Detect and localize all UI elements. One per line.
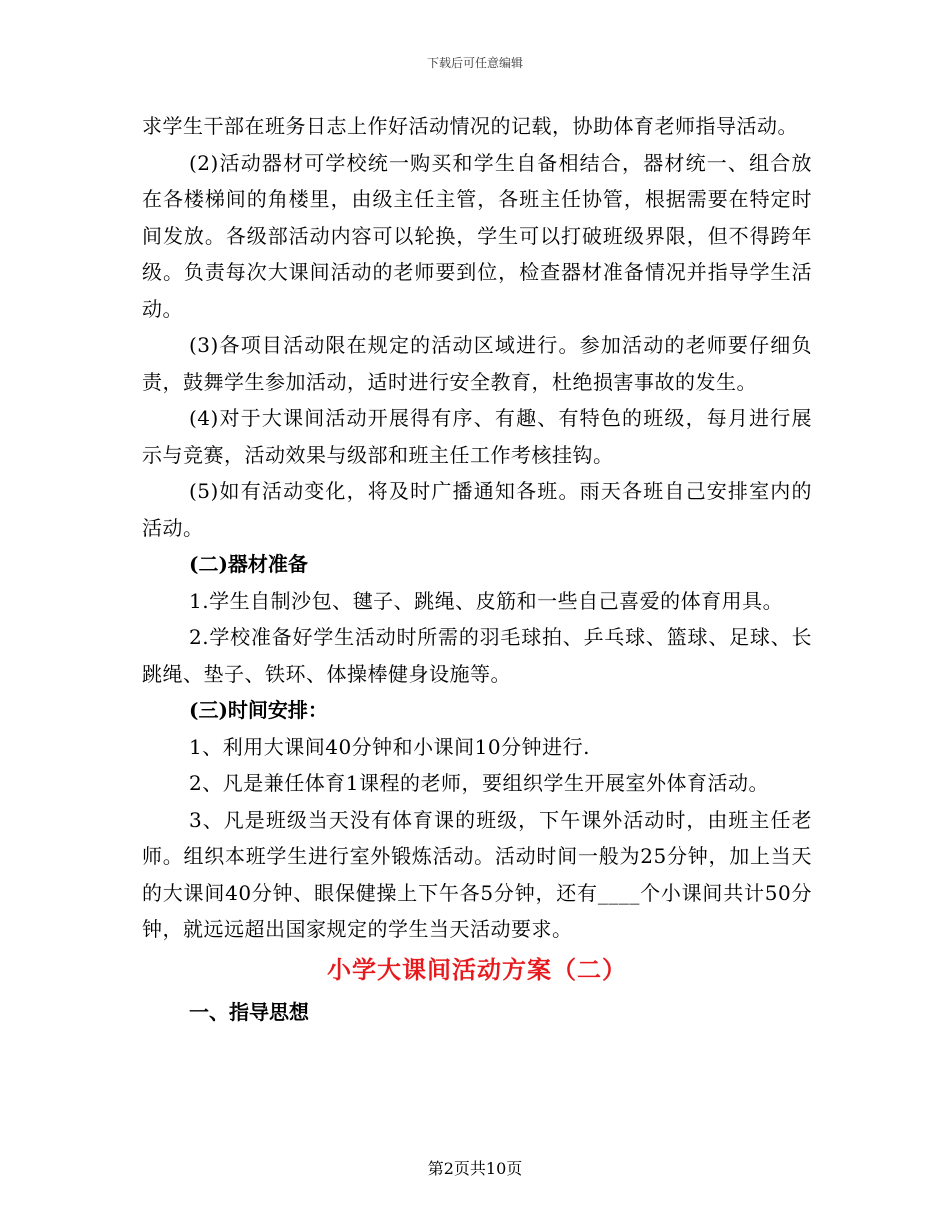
- schedule-item-2: 2、凡是兼任体育1课程的老师，要组织学生开展室外体育活动。: [189, 771, 769, 795]
- equipment-item-1: 1.学生自制沙包、毽子、跳绳、皮筋和一些自己喜爱的体育用具。: [189, 588, 784, 613]
- paragraph-item-2: (2)活动器材可学校统一购买和学生自备相结合，器材统一、组合放在各楼梯间的角楼里，由级主任主管，各班主任协管，根据需要在特定时间发放。各级部活动内容可以轮换，学生可以打破班级界限，但不得跨年级。负责每次大课间活动的老师要到位，检查器材准备情况并指导学生活动。: [142, 150, 812, 321]
- schedule-item-3: 3、凡是班级当天没有体育课的班级，下午课外活动时，由班主任老师。组织本班学生进行室外锻炼活动。活动时间一般为25分钟，加上当天的大课间40分钟、眼保健操上下午各5分钟，还有____个小课间共计50分钟，就远远超出国家规定的学生当天活动要求。: [142, 807, 812, 941]
- page-footer: 第2页共10页: [427, 1159, 523, 1178]
- page-header: 下载后可任意编辑: [426, 56, 523, 70]
- section-title: 小学大课间活动方案（二）: [327, 954, 627, 984]
- equipment-item-2: 2.学校准备好学生活动时所需的羽毛球拍、乒乓球、篮球、足球、长跳绳、垫子、铁环、体操棒健身设施等。: [142, 625, 812, 686]
- schedule-item-1: 1、利用大课间40分钟和小课间10分钟进行.: [189, 734, 590, 759]
- schedule-heading: (三)时间安排：: [189, 698, 328, 722]
- paragraph-item-5: (5)如有活动变化，将及时广播通知各班。雨天各班自己安排室内的活动。: [142, 479, 812, 540]
- document-body: [142, 108, 812, 1032]
- paragraph-item-4: (4)对于大课间活动开展得有序、有趣、有特色的班级，每月进行展示与竞赛，活动效果与级部和班主任工作考核挂钩。: [142, 406, 812, 467]
- paragraph-item-3: (3)各项目活动限在规定的活动区域进行。参加活动的老师要仔细负责，鼓舞学生参加活动，适时进行安全教育，杜绝损害事故的发生。: [142, 333, 812, 394]
- paragraph-continuation: 求学生干部在班务日志上作好活动情况的记载，协助体育老师指导活动。: [142, 114, 798, 138]
- equipment-heading: (二)器材准备: [189, 552, 308, 576]
- part-heading: 一、指导思想: [189, 999, 309, 1024]
